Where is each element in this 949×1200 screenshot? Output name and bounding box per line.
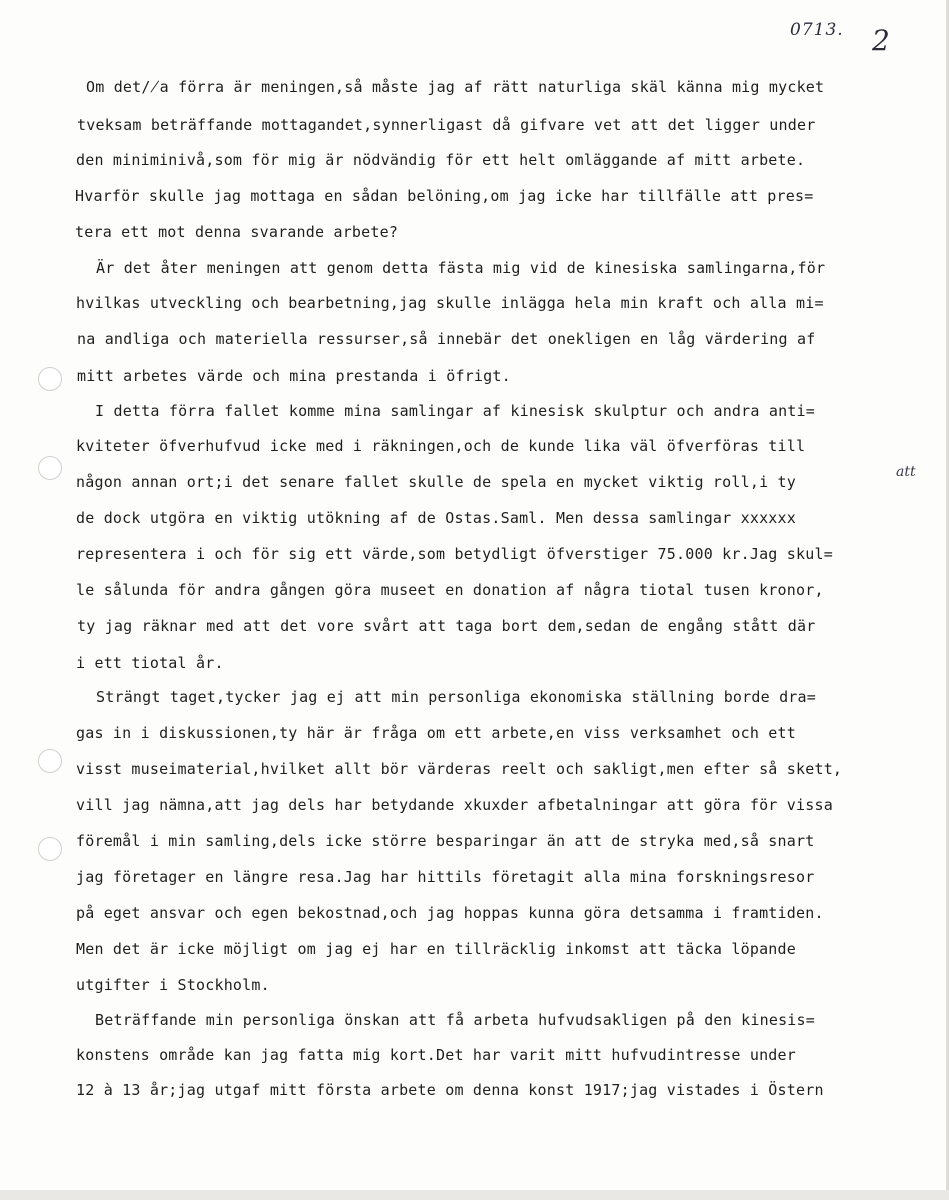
text-line: på eget ansvar och egen bekostnad,och jag hoppas kunna göra detsamma i framtiden.: [76, 904, 824, 922]
page-edge-bottom: [0, 1190, 949, 1200]
text-line: hvilkas utveckling och bearbetning,jag skulle inlägga hela min kraft och alla mi=: [76, 294, 824, 312]
text-line: tveksam beträffande mottagandet,synnerligast då gifvare vet att det ligger under: [77, 116, 816, 134]
text-line: na andliga och materiella ressurser,så innebär det onekligen en låg värdering af: [77, 330, 816, 348]
text-line: le sålunda för andra gången göra museet en donation af några tiotal tusen kronor,: [76, 581, 824, 599]
text-line: visst museimaterial,hvilket allt bör värderas reelt och sakligt,men efter så skett,: [76, 760, 843, 778]
text-line: jag företager en längre resa.Jag har hittils företagit alla mina forskningsresor: [76, 868, 815, 886]
text-line: de dock utgöra en viktig utökning af de Ostas.Saml. Men dessa samlingar xxxxxx: [76, 509, 796, 527]
text-line: kviteter öfverhufvud icke med i räkningen,och de kunde lika väl öfverföras till: [76, 437, 806, 455]
text-line: representera i och för sig ett värde,som betydligt öfverstiger 75.000 kr.Jag skul=: [76, 545, 833, 563]
punch-hole: [38, 749, 62, 773]
text-line: Är det åter meningen att genom detta fästa mig vid de kinesiska samlingarna,för: [96, 259, 826, 277]
text-line: Om det/̸a förra är meningen,så måste jag af rätt naturliga skäl känna mig mycket: [86, 78, 825, 96]
text-line: i ett tiotal år.: [76, 654, 224, 672]
text-line: Strängt taget,tycker jag ej att min personliga ekonomiska ställning borde dra=: [96, 688, 816, 706]
text-line: 12 à 13 år;jag utgaf mitt första arbete om denna konst 1917;jag vistades i Östern: [76, 1081, 824, 1099]
punch-hole: [38, 837, 62, 861]
text-line: föremål i min samling,dels icke större besparingar än att de stryka med,så snart: [76, 832, 815, 850]
text-line: Beträffande min personliga önskan att få arbeta hufvudsakligen på den kinesis=: [95, 1011, 815, 1029]
handwritten-margin-note: att: [896, 464, 916, 480]
text-line: I detta förra fallet komme mina samlingar af kinesisk skulptur och andra anti=: [95, 402, 815, 420]
text-line: den miniminivå,som för mig är nödvändig för ett helt omläggande af mitt arbete.: [76, 151, 806, 169]
page-number: 2: [872, 24, 891, 57]
punch-hole: [38, 367, 62, 391]
text-line: gas in i diskussionen,ty här är fråga om ett arbete,en viss verksamhet och ett: [76, 724, 796, 742]
text-line: konstens område kan jag fatta mig kort.Det har varit mitt hufvudintresse under: [76, 1046, 796, 1064]
text-line: Hvarför skulle jag mottaga en sådan belöning,om jag icke har tillfälle att pres=: [75, 187, 814, 205]
text-line: mitt arbetes värde och mina prestanda i öfrigt.: [77, 367, 511, 385]
text-line: Men det är icke möjligt om jag ej har en tillräcklig inkomst att täcka löpande: [76, 940, 796, 958]
punch-hole: [38, 456, 62, 480]
text-line: ty jag räknar med att det vore svårt att taga bort dem,sedan de engång stått där: [77, 617, 816, 635]
text-line: utgifter i Stockholm.: [76, 976, 270, 994]
text-line: någon annan ort;i det senare fallet skulle de spela en mycket viktig roll,i ty: [76, 473, 796, 491]
text-line: tera ett mot denna svarande arbete?: [75, 223, 399, 241]
text-line: vill jag nämna,att jag dels har betydande xkuxder afbetalningar att göra för vissa: [76, 796, 833, 814]
archive-number: 0713.: [790, 20, 844, 40]
